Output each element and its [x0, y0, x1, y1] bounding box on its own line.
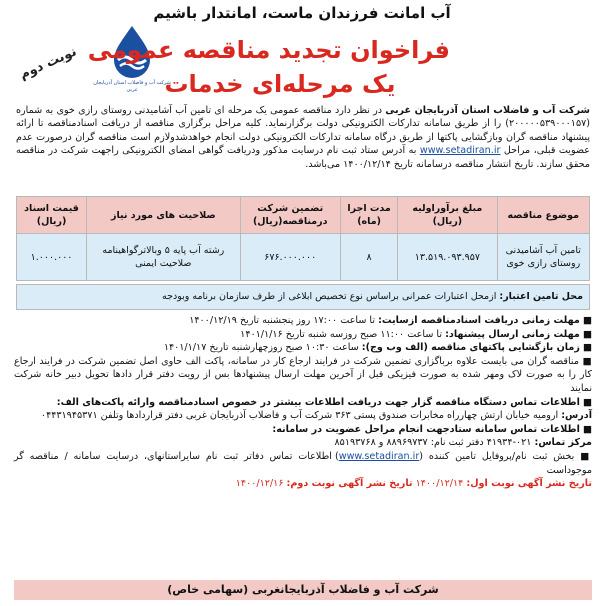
slogan: آب امانت فرزندان ماست، امانتدار باشیم — [153, 4, 451, 22]
deadline-submission: ■ مهلت زمانی ارسال پیشنهاد: تا ساعت ۱۱:۰۰ صبح روزسه شنبه تاریخ ۱۴۰۱/۱/۱۶ — [240, 328, 592, 340]
center-text: ۰۲۱-۴۱۹۳۴ دفتر ثبت نام: ۸۸۹۶۹۷۳۷ و ۸۵۱۹۳۷۶۸ — [334, 437, 532, 449]
deadline-documents-label: مهلت زمانی دریافت اسنادمناقصه ازسایت: — [378, 315, 580, 326]
setad-bullet-text-2: ) اطلاعات تماس دفاتر ثبت نام سایراستانهای، درسایت سامانه / مناقصه گر موجوداست — [14, 450, 592, 476]
center-label: مرکز تماس: — [534, 437, 592, 449]
publish-date-2: ۱۴۰۰/۱۲/۱۶ — [235, 478, 287, 490]
cell-subject: تامین آب آشامیدنی روستای رازی خوی — [497, 234, 590, 281]
funding-label: محل تامین اعتبار: — [499, 291, 583, 302]
cell-duration: ۸ — [340, 234, 397, 281]
header-guarantee: تضمین شرکت درمناقصه(ریال) — [240, 197, 340, 234]
notice-title-line1: فراخوان تجدید مناقصه عمومی — [87, 36, 450, 64]
contact-heading-text: اطلاعات تماس دستگاه مناقصه گزار جهت دریافت اطلاعات بیشتر در خصوص اسنادمناقصه وارائه پاکت‌های الف: — [56, 396, 580, 408]
funding-source — [16, 284, 590, 310]
address-label: آدرس: — [561, 410, 592, 422]
deadline-submission-text: تا ساعت ۱۱:۰۰ صبح روزسه شنبه تاریخ ۱۴۰۱/۱/۱۶ — [240, 328, 446, 340]
deadline-opening-text: ساعت ۱۰:۳۰ صبح روزچهارشنبه تاریخ ۱۴۰۱/۱/۱۷ — [163, 342, 362, 354]
funding-text: ازمحل اعتبارات عمرانی براساس نوع تخصیص ابلاغی از طرف سازمان برنامه وبودجه — [162, 291, 497, 302]
logo-caption: شرکت آب و فاضلاب استان آذربایجان غربی — [93, 80, 171, 93]
header-estimate: مبلغ برآوراولیه (ریال) — [398, 197, 497, 234]
publish-label-2: تاریخ نشر آگهی نوبت دوم: — [286, 478, 413, 490]
setadiran-link[interactable]: www.setadiran.ir — [419, 145, 501, 157]
notice-title-line2: یک مرحله‌ای خدمات — [164, 70, 396, 98]
deadline-documents: ■ مهلت زمانی دریافت اسنادمناقصه ازسایت: تا ساعت ۱۷:۰۰ روز پنجشنبه تاریخ ۱۴۰۰/۱۲/۱۹ — [189, 315, 592, 326]
table-row — [17, 234, 590, 281]
details-section — [14, 314, 592, 491]
address-text: ارومیه خیابان ارتش چهارراه مخابرات صندوق پستی ۳۶۳ شرکت آب و فاضلاب آذربایجان غربی دفتر قراردادها وتلفن ۰۴۴۳۱۹۴۵۳۷۱ — [40, 410, 562, 422]
contact-heading: ■ اطلاعات تماس دستگاه مناقصه گزار جهت دریافت اطلاعات بیشتر در خصوص اسنادمناقصه وارائه پاکت‌های الف: — [56, 396, 592, 408]
cell-doc-price: ۱.۰۰۰.۰۰۰ — [17, 234, 87, 281]
header-qualifications: صلاحیت های مورد نیاز — [87, 197, 241, 234]
setad-bullet-text-1: بخش ثبت نام/پروفایل تامین کننده ( — [419, 450, 575, 462]
setadiran-link-2[interactable]: www.setadiran.ir — [338, 450, 420, 462]
guarantee-note: ■ مناقصه گران می بایست علاوه برباگزاری تضمین شرکت در فرایند ارجاع کار در سامانه، پاکت الف حاوی اصل تضمین شرکت در فرایند ارجاع کار را به صورت لاک ومهر شده به صورت فیزیکی قبل از آخرین مهلت ارسال پیشنهادها بس از رویت دفتر قرار دادها تحویل دبیر خانه شرکت نمایند — [14, 355, 592, 394]
publish-label-1: تاریخ نشر آگهی نوبت اول: — [466, 478, 592, 490]
round-stamp: نوبت دوم — [17, 44, 79, 83]
cell-guarantee: ۶۷۶.۰۰۰.۰۰۰ — [240, 234, 340, 281]
publish-date-1: ۱۴۰۰/۱۲/۱۴ — [412, 478, 467, 490]
intro-text-1: در نظر دارد مناقصه عمومی یک مرحله ای تامین آب آشامیدنی روستای رازی خوی به شماره (۲۰۰۰۰۰۵۳۹۰۰۰۱۵۷) را از طریق سامانه تدارکات الکترونیکی دولت برگزارنماید. کلیه مراحل برگزاری مناقصه از دریافت اسنادمناقصه تا ارائه پیشنهاد مناقصه گران وبازگشایی پاکتها از طریق درگاه سامانه تدارکات الکترونیکی دولت انجام خواهدشدولازم است مناقصه گران درصورت عدم عضویت قبلی، مراحل — [16, 105, 590, 157]
table-header-row — [17, 197, 590, 234]
contact-address — [14, 409, 592, 423]
publish-dates — [14, 477, 592, 491]
intro-text-2: به آدرس ستاد ثبت نام درسایت مذکور ودریافت گواهی امضای الکترونیکی راجهت شرکت در مناقصه محقق سازند. تاریخ انتشار مناقصه درسامانه تاریخ ۱۴۰۰/۱۲/۱۴ می‌باشد. — [16, 145, 590, 170]
tender-table — [16, 196, 590, 281]
deadline-submission-label: مهلت زمانی ارسال پیشنهاد: — [445, 328, 580, 340]
deadline-opening-label: زمان بازگشایی پاکتهای مناقصه (الف وب وج): — [361, 342, 580, 354]
deadline-documents-text: تا ساعت ۱۷:۰۰ روز پنجشنبه تاریخ ۱۴۰۰/۱۲/۱۹ — [189, 315, 379, 326]
header-duration: مدت اجرا (ماه) — [340, 197, 397, 234]
setad-heading: ■ اطلاعات تماس سامانه ستادجهت انجام مراحل عضویت در سامانه: — [272, 423, 592, 435]
setad-bullet: ■ بخش ثبت نام/پروفایل تامین کننده (www.setadiran.ir) اطلاعات تماس دفاتر ثبت نام سایراستانهای، درسایت سامانه / مناقصه گر موجوداست — [14, 450, 592, 476]
header-doc-price: قیمت اسناد (ریال) — [17, 197, 87, 234]
intro-paragraph — [16, 104, 590, 171]
company-name: شرکت آب و فاضلاب استان آذربایجان غربی — [385, 105, 590, 116]
header-subject: موضوع مناقصه — [497, 197, 590, 234]
footer-company: شرکت آب و فاضلاب آذربایجانغربی (سهامی خاص) — [14, 580, 592, 600]
cell-qualifications: رشته آب پایه ۵ وبالاترگواهینامه صلاحیت ایمنی — [87, 234, 241, 281]
deadline-opening: ■ زمان بازگشایی پاکتهای مناقصه (الف وب وج): ساعت ۱۰:۳۰ صبح روزچهارشنبه تاریخ ۱۴۰۱/۱/۱۷ — [163, 342, 592, 354]
guarantee-note-text: مناقصه گران می بایست علاوه برباگزاری تضمین شرکت در فرایند ارجاع کار در سامانه، پاکت الف حاوی اصل تضمین شرکت در فرایند ارجاع کار را به صورت لاک ومهر شده به صورت فیزیکی قبل از آخرین مهلت ارسال پیشنهادها بس از رویت دفتر قرار دادها تحویل دبیر خانه شرکت نمایند — [14, 355, 592, 394]
cell-estimate: ۱۳.۵۱۹.۰۹۳.۹۵۷ — [398, 234, 497, 281]
setad-heading-text: اطلاعات تماس سامانه ستادجهت انجام مراحل عضویت در سامانه: — [272, 423, 580, 435]
setad-center — [14, 436, 592, 450]
